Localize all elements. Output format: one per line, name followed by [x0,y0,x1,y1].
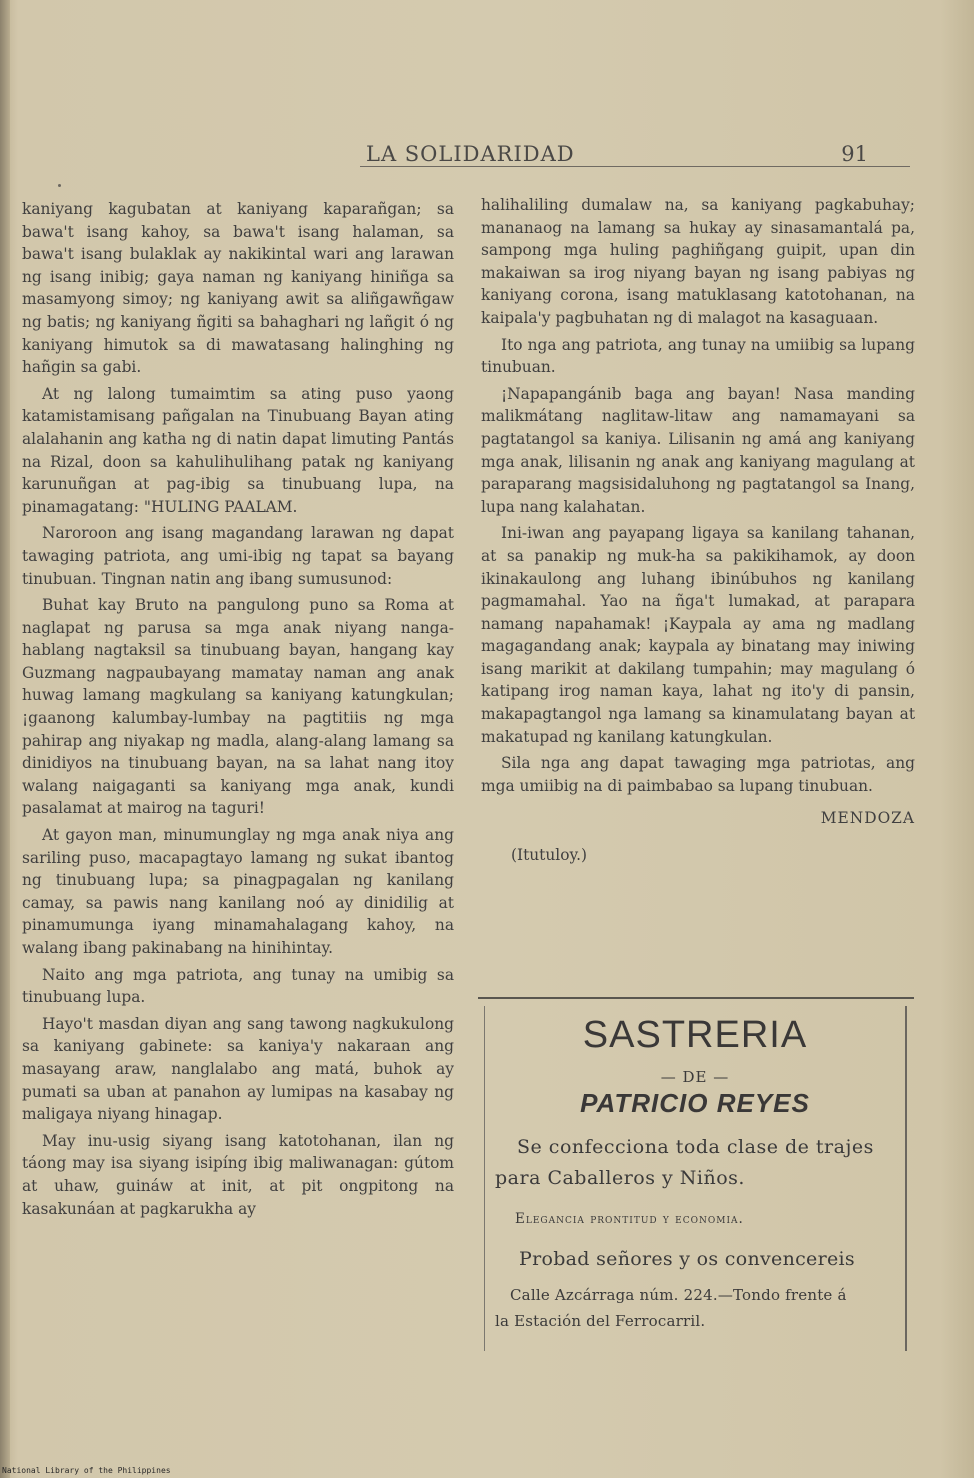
advertisement-box [484,1006,907,1351]
page-spine-shadow [0,0,10,1478]
paragraph: Ini-iwan ang payapang ligaya sa kanilang tahanan, at sa panakip ng muk-ha sa pakikihamok, ay doon ikinakaulong ang luhang ibinúbuhos ng kanilang pagmamahal. Yao na ñga't lumakad, at parapara namang napahamak! ¡Kaypala ay ama ng madlang magagandang anak; kaypala ay binatang may iniwing isang marikit at dakilang tumpahin; may magulang ó katipang irog naman kaya, lahat ng ito'y di pansin, makapagtangol nga lamang sa kinamulatang bayan at makatupad ng kanilang katungkulan. [481,524,915,746]
paragraph: Naito ang mga patriota, ang tunay na umibig sa tinubuang lupa. [22,965,454,1007]
page-number: 91 [841,142,868,166]
continued-note: (Itutuloy.) [511,846,588,865]
paragraph: ¡Napapangánib baga ang bayan! Nasa manding malikmátang naglitaw-litaw ang namamayani sa pagtatangol sa kaniya. Lilisanin ng amá ang kaniyang mga anak, lilisanin ng anak ang kaniyang magulang at paraparang magsisidaluhong ng pagtatangol sa Inang, lupa nang kalahatan. [481,384,915,516]
paragraph: Hayo't masdan diyan ang sang tawong nagkukulong sa kaniyang gabinete: sa kaniya'y nakaraan ang masayang araw, nanglalabo ang matá, buhok ay pumati sa uban at panahon ay lumipas na kasabay ng maligaya niyang hinagap. [22,1014,454,1124]
paragraph: Naroroon ang isang magandang larawan ng dapat tawaging patriota, ang umi-ibig ng tapat sa bayang tinubuan. Tingnan natin ang ibang sumusunod: [22,524,454,588]
ad-line: Se confecciona toda clase de trajes [517,1136,874,1158]
left-column [22,198,454,1224]
paragraph: Ito nga ang patriota, ang tunay na umiibig sa lupang tinubuan. [481,335,915,377]
ad-line: para Caballeros y Niños. [495,1167,745,1189]
ink-mark [58,184,61,187]
author-signature: MENDOZA [820,809,915,828]
ad-address: Calle Azcárraga núm. 224.—Tondo frente á [510,1286,847,1304]
advertisement-rule [478,997,914,999]
ad-motto: Elegancia prontitud y economia. [515,1211,744,1227]
paragraph: May inu-usig siyang isang katotohanan, ilan ng táong may isa siyang isipíng ibig maliwanagan: gútom at uhaw, guináw at init, at pit ongpitong na kasakunáan at pagkarukha ay [22,1131,454,1218]
header-rule [360,166,910,167]
ad-proprietor-name: PATRICIO REYES [580,1088,810,1118]
paragraph: Buhat kay Bruto na pangulong puno sa Roma at naglapat ng parusa sa mga anak niyang nanga-hablang nagtaksil sa tinubuang bayan, hangang kay Guzmang nagpaubayang mamatay naman ang anak huwag lamang magkulang sa kaniyang katungkulan; ¡gaanong kalumbay-lumbay na pagtitiis ng mga pahirap ang niyakap ng madla, alang-alang lamang sa dinidiyos na tinubuang bayan, na sa lahat nang itoy walang naigaganti sa kaniyang mga anak, kundi pasalamat at mairog na taguri! [22,596,454,818]
page-header [360,142,910,170]
right-column [481,194,915,871]
ad-title: SASTRERIA [582,1014,808,1056]
ad-line: Probad señores y os convencereis [519,1248,855,1270]
paragraph: kaniyang kagubatan at kaniyang kaparañgan; sa bawa't isang kahoy, sa bawa't isang halaman, sa bawa't isang bulaklak ay nakikintal wari ang larawan ng isang inibig; gaya naman ng kaniyang hiniñga sa masamyong simoy; ng kaniyang awit sa aliñgawñgaw ng batis; ng kaniyang ñgiti sa bahaghari ng lañgit ó ng kaniyang himutok sa di mawatasang halinghing ng hañgin sa gabi. [22,200,454,377]
paragraph: At ng lalong tumaimtim sa ating puso yaong katamistamisang pañgalan na Tinubuang Bayan ating alalahanin ang katha ng di natin dapat limuting Pantás na Rizal, doon sa kahulihulihang patak ng kaniyang karunuñgan at pag-ibig sa tinubuang lupa, na pinamagatang: "HULING PAALAM. [22,384,454,516]
publication-title: LA SOLIDARIDAD [366,142,575,166]
ad-address: la Estación del Ferrocarril. [495,1312,706,1330]
library-watermark: National Library of the Philippines [2,1466,171,1475]
paragraph: Sila nga ang dapat tawaging mga patriotas, ang mga umiibig na di paimbabao sa lupang tinubuan. [481,754,915,795]
paragraph: halihaliling dumalaw na, sa kaniyang pagkabuhay; mananaog na lamang sa hukay ay sinasamantalá pa, sampong mga huling paghiñgang guipit, upan din makaiwan sa irog niyang bayan ng isang pabiyas ng kaniyang corona, isang matuklasang katotohanan, na kaipala'y pagbuhatan ng di malagot na kasaguaan. [481,196,915,327]
ad-de: — DE — [660,1068,730,1086]
paragraph: At gayon man, minumunglay ng mga anak niya ang sariling puso, macapagtayo lamang ng sukat ibantog ng tinubuang lupa; sa pinagpagalan ng kanilang camay, sa pawis nang kanilang noó ay dinidilig at pinamumunga iyang minamahalagang kahoy, na walang ibang pakinabang na hinihintay. [22,826,454,957]
